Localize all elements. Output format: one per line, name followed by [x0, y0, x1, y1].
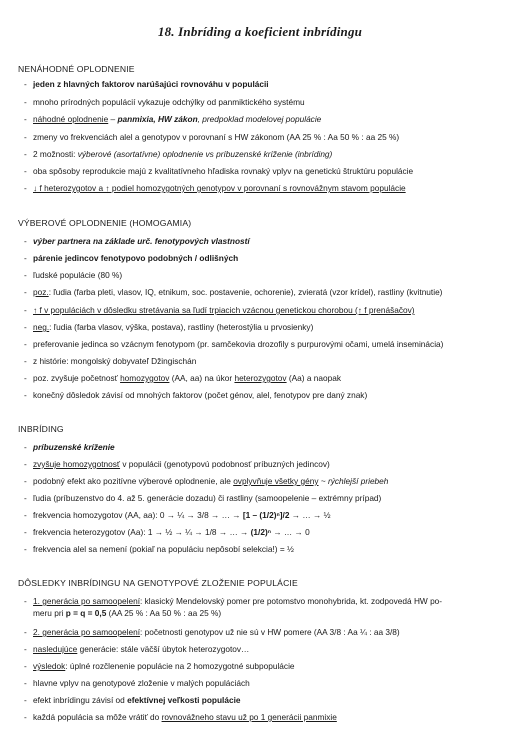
list-item: - každá populácia sa môže vrátiť do rovnovážneho stavu už po 1 generácii panmixie — [24, 712, 337, 722]
list-item: - ľudia (príbuzenstvo do 4. až 5. generácie dozadu) či rastliny (samoopelenie – extrémny prípad) — [24, 493, 382, 503]
list-item: - konečný dôsledok závisí od mnohých faktorov (počet génov, alel, fenotypov pre daný znak) — [24, 390, 368, 400]
list-item: - hlavne vplyv na genotypové zloženie v malých populáciách — [24, 678, 250, 688]
list-item: - preferovanie jedinca so vzácnym fenotypom (pr. samčekovia drozofily s purpurovými očami, umelá inseminácia) — [24, 339, 444, 349]
list-item: - nasledujúce generácie: stále väčší úbytok heterozygotov… — [24, 644, 250, 654]
page-title: 18. Inbríding a koeficient inbrídingu — [157, 24, 363, 39]
list-item: - frekvencia homozygotov (AA, aa): 0 → ¼ → 3/8 → … → [1 – (1/2)ⁿ]/2 → … → ½ — [24, 510, 331, 520]
list-item: - frekvencia heterozygotov (Aa): 1 → ½ → ¼ → 1/8 → … → (1/2)ⁿ → … → 0 — [24, 527, 310, 537]
list-item: - náhodné oplodnenie – panmixia, HW zákon, predpoklad modelovej populácie — [24, 114, 322, 124]
list-item: - 2. generácia po samoopelení: početnosti genotypov už nie sú v HW pomere (AA 3/8 : Aa ¼ : aa 3/8) — [24, 627, 400, 637]
section-heading-nenahodne: NENÁHODNÉ OPLODNENIE — [18, 64, 135, 74]
list-item: - z histórie: mongolský dobyvateľ Džingischán — [24, 356, 197, 366]
list-item: - efekt inbrídingu závisí od efektívnej veľkosti populácie — [24, 695, 241, 705]
list-item: - poz.: ľudia (farba pleti, vlasov, IQ, etnikum, soc. postavenie, ochorenie), zvieratá (vzor krídel), rastliny (kvitnutie) — [24, 287, 443, 297]
list-item: - zvyšuje homozygotnosť v populácii (genotypovú podobnosť príbuzných jedincov) — [24, 459, 330, 469]
list-item: - ľudské populácie (80 %) — [24, 270, 123, 280]
section-heading-homogamia: VÝBEROVÉ OPLODNENIE (HOMOGAMIA) — [18, 218, 192, 228]
list-item: - oba spôsoby reprodukcie majú z kvalitatívneho hľadiska rovnaký vplyv na genetickú štruktúru populácie — [24, 166, 414, 176]
section-heading-inbriding: INBRÍDING — [18, 424, 64, 434]
list-item: - zmeny vo frekvenciách alel a genotypov v porovnaní s HW zákonom (AA 25 % : Aa 50 % : aa 25 %) — [24, 132, 400, 142]
list-item: - výsledok: úplné rozčlenenie populácie na 2 homozygotné subpopulácie — [24, 661, 295, 671]
list-item: - párenie jedincov fenotypovo podobných / odlišných — [24, 253, 239, 263]
list-item: - ↑ f v populáciách v dôsledku stretávania sa ľudí trpiacich vzácnou genetickou chorobou (↑ f prenášačov) — [24, 305, 415, 315]
section-heading-dosledky: DÔSLEDKY INBRÍDINGU NA GENOTYPOVÉ ZLOŽENIE POPULÁCIE — [18, 578, 298, 588]
list-item: - podobný efekt ako pozitívne výberové oplodnenie, ale ovplyvňuje všetky gény ~ rýchlejší priebeh — [24, 476, 389, 486]
list-item: - výber partnera na základe urč. fenotypových vlastností — [24, 236, 250, 246]
list-item: - mnoho prírodných populácií vykazuje odchýlky od panmiktického systému — [24, 97, 305, 107]
list-item: - 2 možnosti: výberové (asortatívne) oplodnenie vs príbuzenské kríženie (inbríding) — [24, 149, 333, 159]
list-item: - jeden z hlavných faktorov narúšajúci rovnováhu v populácii — [24, 79, 269, 89]
list-item: - poz. zvyšuje početnosť homozygotov (AA, aa) na úkor heterozygotov (Aa) a naopak — [24, 373, 342, 383]
list-item: - ↓ f heterozygotov a ↑ podiel homozygotných genotypov v porovnaní s rovnovážnym stavom populácie — [24, 183, 406, 193]
list-item: - príbuzenské kríženie — [24, 442, 115, 452]
list-item: - neg.: ľudia (farba vlasov, výška, postava), rastliny (heterostýlia u prvosienky) — [24, 322, 314, 332]
list-item: - 1. generácia po samoopelení: klasický Mendelovský pomer pre potomstvo monohybrida, kt. zodpovedá HW po- meru pri p = q = 0,5 (AA 25 % : Aa 50 % : aa 25 %) — [24, 596, 443, 618]
list-item: - frekvencia alel sa nemení (pokiaľ na populáciu nepôsobí selekcia!) = ½ — [24, 544, 294, 554]
